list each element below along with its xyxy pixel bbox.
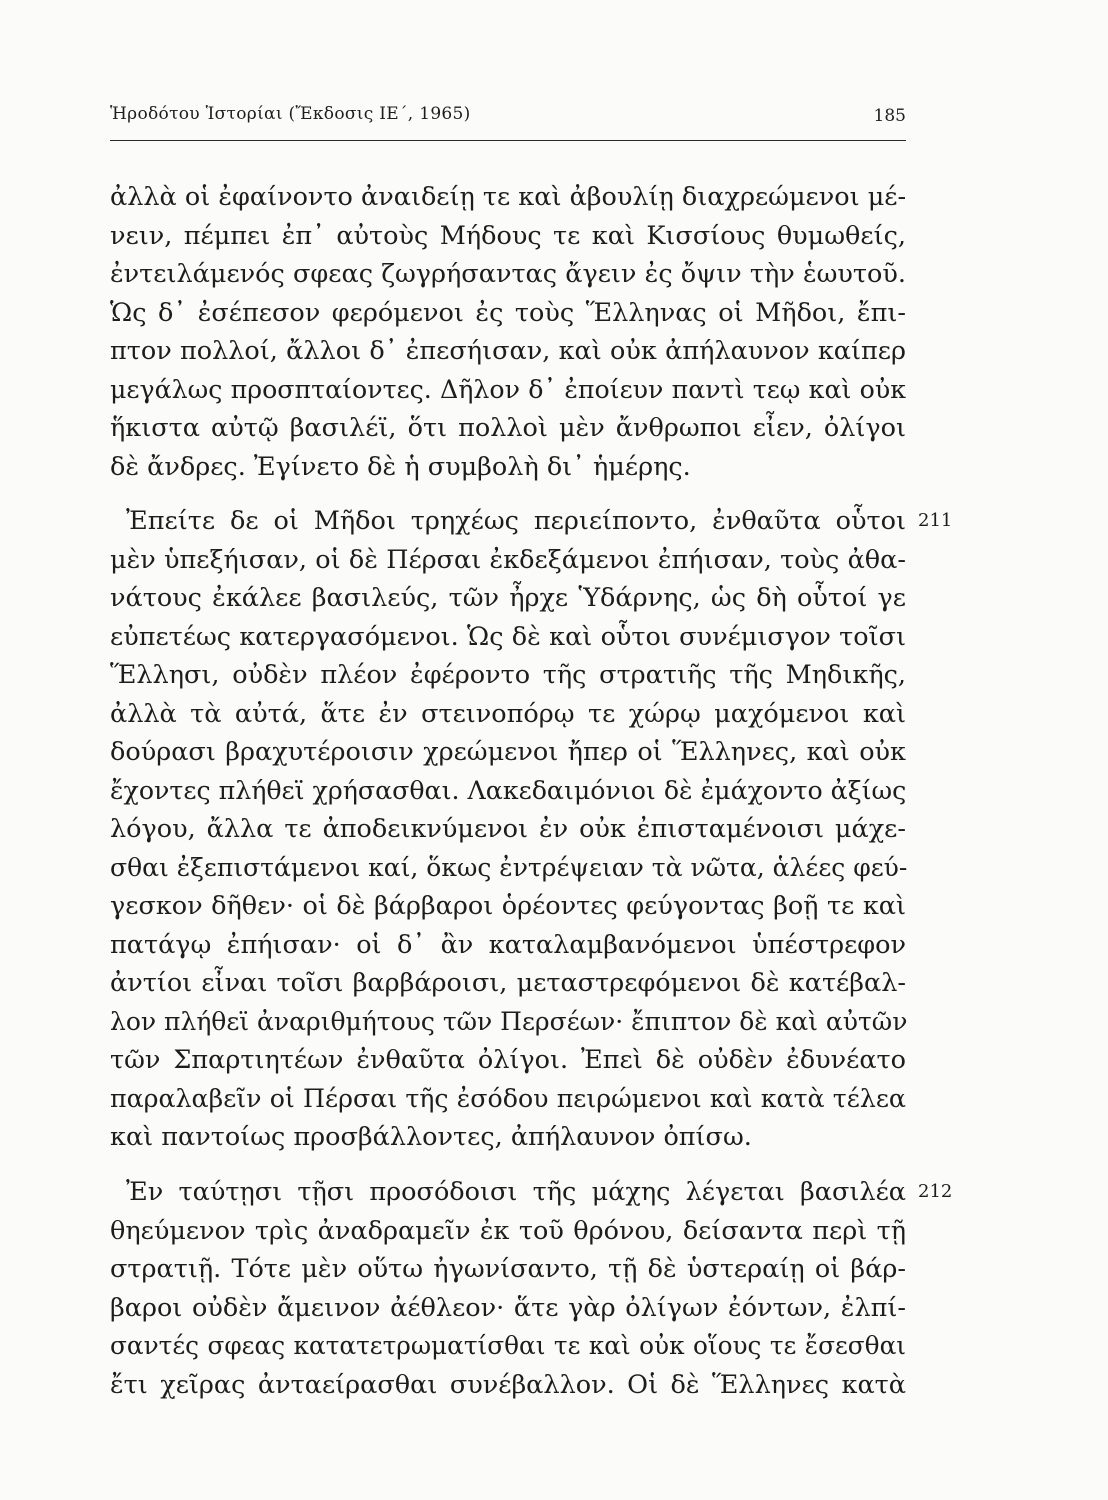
- text-line: Ἐν ταύτῃσι τῇσι προσόδοισι τῆς μάχης λέγεται βασιλέα: [126, 1177, 906, 1207]
- text-line: λον πλήθεϊ ἀναριθμήτους τῶν Περσέων· ἔπιπτον δὲ καὶ αὐτῶν: [110, 1006, 908, 1036]
- text-line: ἥκιστα αὐτῷ βασιλέϊ, ὅτι πολλοὶ μὲν ἄνθρωποι εἶεν, ὀλίγοι: [110, 413, 906, 443]
- text-line: θηεύμενον τρὶς ἀναδραμεῖν ἐκ τοῦ θρόνου, δείσαντα περὶ τῇ: [110, 1215, 906, 1246]
- text-line: ἀλλὰ τὰ αὐτά, ἅτε ἐν στεινοπόρῳ τε χώρῳ μαχόμενοι καὶ: [110, 698, 906, 729]
- text-line: ἀλλὰ οἱ ἐφαίνοντο ἀναιδείῃ τε καὶ ἀβουλίῃ διαχρεώμενοι μέ-: [110, 182, 907, 212]
- text-line: ἔχοντες πλήθεϊ χρήσασθαι. Λακεδαιμόνιοι δὲ ἐμάχοντο ἀξίως: [110, 775, 907, 805]
- text-line: Ἕλλησι, οὐδὲν πλέον ἐφέροντο τῆς στρατιῆς τῆς Μηδικῆς,: [110, 660, 906, 690]
- text-line: γεσκον δῆθεν· οἱ δὲ βάρβαροι ὁρέοντες φεύγοντας βοῇ τε καὶ: [110, 891, 906, 921]
- text-line: σθαι ἐξεπιστάμενοι καί, ὅκως ἐντρέψειαν τὰ νῶτα, ἁλέες φεύ-: [110, 852, 908, 882]
- text-line: ἀντίοι εἶναι τοῖσι βαρβάροισι, μεταστρεφόμενοι δὲ κατέβαλ-: [110, 968, 906, 998]
- text-line: ἐντειλάμενός σφεας ζωγρήσαντας ἄγειν ἐς ὄψιν τὴν ἑωυτοῦ.: [110, 259, 906, 289]
- text-line: τῶν Σπαρτιητέων ἐνθαῦτα ὀλίγοι. Ἐπεὶ δὲ οὐδὲν ἐδυνέατο: [110, 1045, 906, 1075]
- text-line: μὲν ὑπεξήισαν, οἱ δὲ Πέρσαι ἐκδεξάμενοι ἐπήισαν, τοὺς ἀθα-: [110, 544, 906, 575]
- text-line: μεγάλως προσπταίοντες. Δῆλον δ᾽ ἐποίευν παντὶ τεῳ καὶ οὐκ: [110, 374, 906, 404]
- text-line: Ὡς δ᾽ ἐσέπεσον φερόμενοι ἐς τοὺς Ἕλληνας οἱ Μῆδοι, ἔπι-: [110, 297, 906, 328]
- text-line: [110, 1406, 906, 1440]
- text-line: εὐπετέως κατεργασόμενοι. Ὡς δὲ καὶ οὗτοι συνέμισγον τοῖσι: [110, 621, 906, 652]
- text-line: βαροι οὐδὲν ἄμεινον ἀέθλεον· ἅτε γὰρ ὀλίγων ἐόντων, ἐλπί-: [110, 1292, 906, 1323]
- text-line: ἔτι χεῖρας ἀνταείρασθαι συνέβαλλον. Οἱ δὲ Ἕλληνες κατὰ: [110, 1369, 906, 1400]
- text-line: πτον πολλοί, ἄλλοι δ᾽ ἐπεσήισαν, καὶ οὐκ ἀπήλαυνον καίπερ: [110, 336, 906, 366]
- text-line: στρατιῇ. Τότε μὲν οὕτω ἠγωνίσαντο, τῇ δὲ ὑστεραίῃ οἱ βάρ-: [110, 1254, 906, 1284]
- text-line: δούρασι βραχυτέροισιν χρεώμενοι ἤπερ οἱ Ἕλληνες, καὶ οὐκ: [110, 737, 906, 767]
- text-line: δὲ ἄνδρες. Ἐγίνετο δὲ ἡ συμβολὴ δι᾽ ἡμέρης.: [110, 451, 691, 482]
- text-line: σαντές σφεας κατατετρωματίσθαι τε καὶ οὐκ οἵους τε ἔσεσθαι: [110, 1331, 906, 1360]
- text-line: Ἐπείτε δε οἱ Μῆδοι τρηχέως περιείποντο, ἐνθαῦτα οὗτοι: [126, 506, 906, 536]
- text-line: καὶ παντοίως προσβάλλοντες, ἀπήλαυνον ὀπίσω.: [110, 1122, 752, 1152]
- text-line: νάτους ἐκάλεε βασιλεύς, τῶν ἦρχε Ὑδάρνης, ὡς δὴ οὗτοί γε: [110, 583, 906, 613]
- section-number-212: 212: [918, 1181, 953, 1202]
- text-line: πατάγῳ ἐπήισαν· οἱ δ᾽ ἂν καταλαμβανόμενοι ὑπέστρεφον: [110, 929, 906, 960]
- text-line: παραλαβεῖν οἱ Πέρσαι τῆς ἐσόδου πειρώμενοι καὶ κατὰ τέλεα: [110, 1083, 906, 1113]
- page-number: 185: [873, 106, 906, 126]
- running-header: [110, 100, 906, 141]
- section-number-211: 211: [918, 510, 953, 531]
- running-title: Ἡροδότου Ἱστορίαι (Ἔκδοσις ΙΕ΄, 1965): [110, 104, 471, 124]
- text-line: λόγου, ἄλλα τε ἀποδεικνύμενοι ἐν οὐκ ἐπισταμένοισι μάχε-: [110, 814, 906, 844]
- text-line: νειν, πέμπει ἐπ᾽ αὐτοὺς Μήδους τε καὶ Κισσίους θυμωθείς,: [110, 220, 906, 251]
